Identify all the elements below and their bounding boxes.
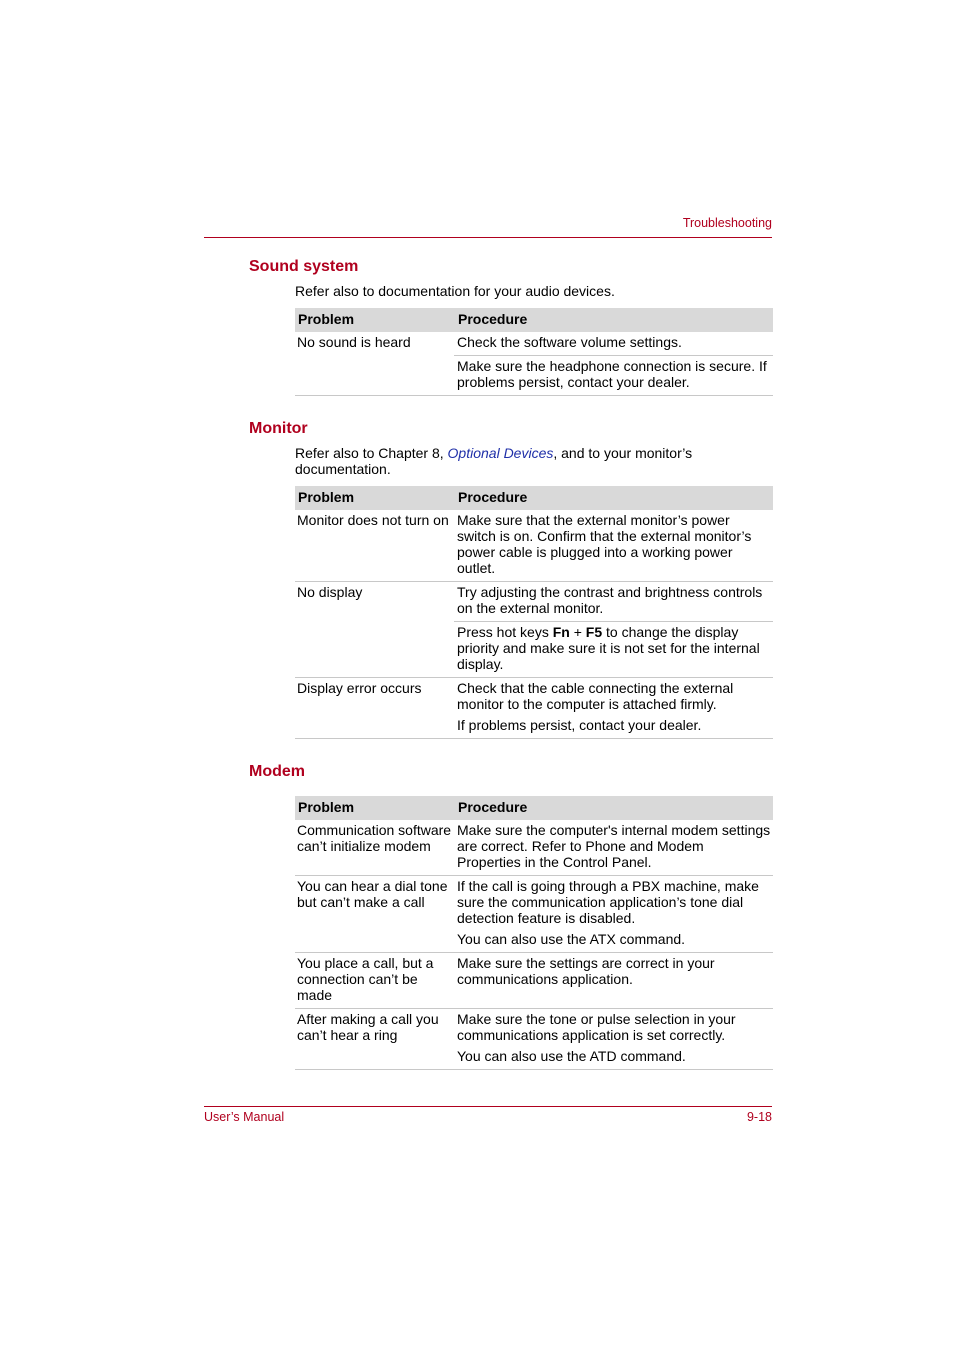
problem-cell: Monitor does not turn on xyxy=(295,510,454,582)
procedure-cell xyxy=(454,622,773,678)
procedure-text: You can also use the ATD command. xyxy=(457,1048,686,1064)
procedure-text: Press hot keys xyxy=(457,624,553,640)
table-row xyxy=(295,1009,773,1070)
table-row xyxy=(295,332,773,356)
footer-rule xyxy=(204,1106,772,1107)
f5-key: F5 xyxy=(585,624,603,640)
procedure-text: If the call is going through a PBX machine, make sure the communication application’s tone dial detection feature is disabled. xyxy=(457,878,759,926)
page-number: 9-18 xyxy=(746,1110,772,1124)
column-header-problem: Problem xyxy=(295,486,454,510)
footer-manual-title: User’s Manual xyxy=(204,1110,285,1124)
column-header-procedure: Procedure xyxy=(454,486,773,510)
column-header-procedure: Procedure xyxy=(454,308,773,332)
table-row xyxy=(295,820,773,876)
modem-heading: Modem xyxy=(249,763,305,780)
running-header: Troubleshooting xyxy=(682,216,772,230)
problem-cell: No display xyxy=(295,582,454,678)
table-header-row xyxy=(295,796,773,820)
column-header-problem: Problem xyxy=(295,308,454,332)
problem-cell: No sound is heard xyxy=(295,332,454,396)
monitor-intro xyxy=(295,445,765,477)
table-row xyxy=(295,876,773,953)
optional-devices-link[interactable]: Optional Devices xyxy=(447,445,554,461)
problem-cell: You can hear a dial tone but can’t make a call xyxy=(295,876,454,953)
procedure-text: Check that the cable connecting the external monitor to the computer is attached firmly. xyxy=(457,680,734,712)
plus-sign: + xyxy=(569,624,586,640)
procedure-cell xyxy=(454,678,773,739)
problem-cell: Communication software can’t initialize modem xyxy=(295,820,454,876)
column-header-procedure: Procedure xyxy=(454,796,773,820)
table-header-row xyxy=(295,308,773,332)
procedure-cell xyxy=(454,1009,773,1070)
table-row xyxy=(295,582,773,622)
intro-text: Refer also to Chapter 8, xyxy=(295,445,448,461)
monitor-table xyxy=(295,486,773,739)
fn-key: Fn xyxy=(552,624,570,640)
procedure-cell: Make sure the computer's internal modem settings are correct. Refer to Phone and Modem Properties in the Control Panel. xyxy=(454,820,773,876)
sound-system-intro: Refer also to documentation for your audio devices. xyxy=(295,283,615,299)
problem-cell: Display error occurs xyxy=(295,678,454,739)
sound-system-heading: Sound system xyxy=(249,258,359,275)
modem-table xyxy=(295,796,773,1070)
sound-system-table xyxy=(295,308,773,396)
table-header-row xyxy=(295,486,773,510)
procedure-text: Make sure the tone or pulse selection in your communications application is set correctly. xyxy=(457,1011,736,1043)
problem-cell: After making a call you can’t hear a ring xyxy=(295,1009,454,1070)
table-row xyxy=(295,510,773,582)
procedure-cell: Make sure the headphone connection is secure. If problems persist, contact your dealer. xyxy=(454,356,773,396)
problem-cell: You place a call, but a connection can’t be made xyxy=(295,953,454,1009)
procedure-text: to change the display priority and make sure it is not set for the internal display. xyxy=(457,624,760,672)
procedure-cell: Make sure that the external monitor’s power switch is on. Confirm that the external monitor’s power cable is plugged into a working power outlet. xyxy=(454,510,773,582)
table-row xyxy=(295,678,773,739)
procedure-text: You can also use the ATX command. xyxy=(457,931,686,947)
column-header-problem: Problem xyxy=(295,796,454,820)
procedure-cell: Check the software volume settings. xyxy=(454,332,773,356)
procedure-cell: Try adjusting the contrast and brightness controls on the external monitor. xyxy=(454,582,773,622)
monitor-heading: Monitor xyxy=(249,420,308,437)
header-rule xyxy=(204,237,772,238)
procedure-cell xyxy=(454,876,773,953)
table-row xyxy=(295,953,773,1009)
procedure-text: If problems persist, contact your dealer. xyxy=(457,717,702,733)
procedure-cell: Make sure the settings are correct in your communications application. xyxy=(454,953,773,1009)
intro-text: , and to your monitor’s documentation. xyxy=(295,445,693,477)
